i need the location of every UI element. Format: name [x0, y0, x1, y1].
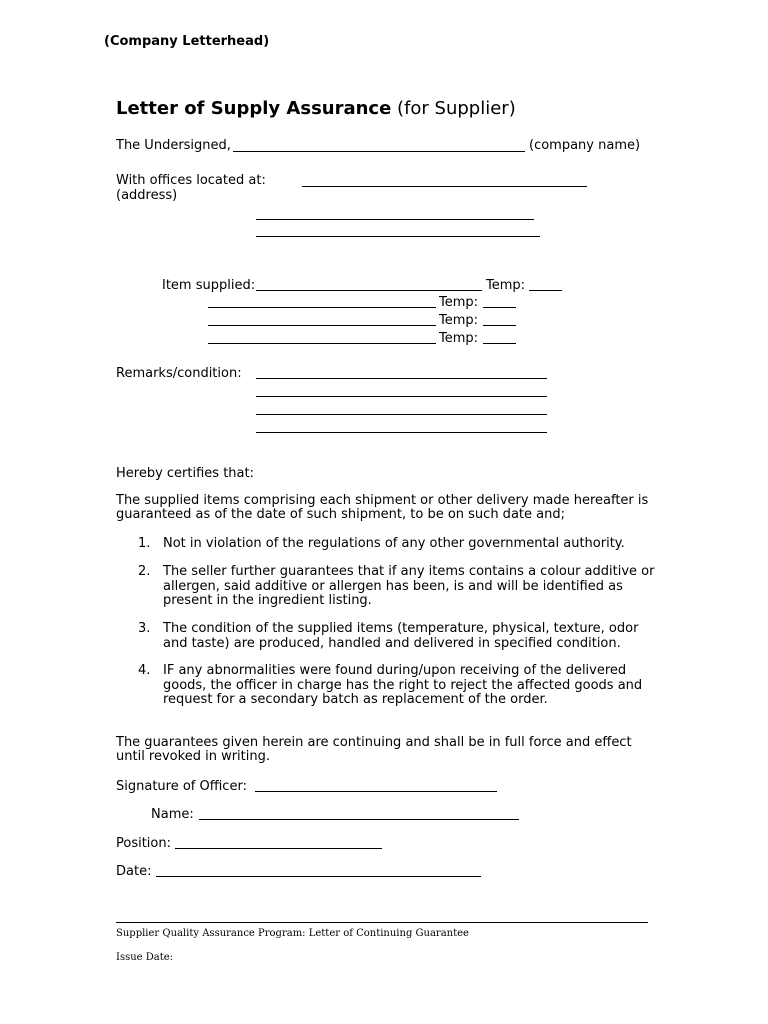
offices-label: With offices located at:	[116, 173, 266, 188]
company-name-field[interactable]	[233, 151, 525, 152]
certifies-heading: Hereby certifies that:	[116, 466, 254, 481]
list-item-number: 3.	[138, 621, 151, 636]
footer-divider	[116, 922, 648, 923]
item-field-2[interactable]	[208, 307, 436, 308]
title-main: Letter of Supply Assurance	[116, 98, 392, 119]
remarks-label: Remarks/condition:	[116, 366, 242, 381]
temp-label-1: Temp:	[486, 278, 526, 293]
title-sub: (for Supplier)	[397, 98, 516, 119]
company-letterhead: (Company Letterhead)	[104, 34, 270, 49]
footer-program: Supplier Quality Assurance Program: Letter of Continuing Guarantee	[116, 928, 469, 939]
item-field-3[interactable]	[208, 325, 436, 326]
list-item-text: IF any abnormalities were found during/upon receiving of the delivered goods, the officer in charge has the right to reject the affected goods and request for a secondary batch as replacement of the order.	[163, 663, 643, 707]
list-item-number: 2.	[138, 564, 151, 579]
name-field[interactable]	[199, 819, 519, 820]
address-field-3[interactable]	[256, 236, 540, 237]
temp-field-1[interactable]	[529, 290, 562, 291]
intro-paragraph: The supplied items comprising each shipment or other delivery made hereafter is guaranteed as of the date of such shipment, to be on such date and;	[116, 493, 649, 522]
address-field-2[interactable]	[256, 219, 534, 220]
date-field[interactable]	[156, 876, 481, 877]
address-field-1[interactable]	[302, 186, 587, 187]
temp-label-2: Temp:	[439, 295, 479, 310]
remarks-field-3[interactable]	[256, 414, 547, 415]
name-label: Name:	[151, 807, 194, 822]
position-label: Position:	[116, 836, 171, 851]
date-label: Date:	[116, 864, 152, 879]
list-item-text: The seller further guarantees that if any items contains a colour additive or allergen, said additive or allergen has been, is and will be identified as present in the ingredient listing.	[163, 564, 655, 608]
list-item-text: Not in violation of the regulations of any other governmental authority.	[163, 536, 625, 551]
company-name-hint: (company name)	[529, 138, 641, 153]
signature-field[interactable]	[255, 791, 497, 792]
temp-label-3: Temp:	[439, 313, 479, 328]
item-supplied-label: Item supplied:	[162, 278, 256, 293]
footer-issue-date: Issue Date:	[116, 952, 174, 963]
temp-field-2[interactable]	[483, 307, 516, 308]
remarks-field-2[interactable]	[256, 396, 547, 397]
temp-label-4: Temp:	[439, 331, 479, 346]
list-item-text: The condition of the supplied items (temperature, physical, texture, odor and taste) are produced, handled and delivered in specified condition.	[163, 621, 639, 651]
undersigned-label: The Undersigned,	[116, 138, 231, 153]
list-item-number: 1.	[138, 536, 151, 551]
page-title	[116, 98, 516, 119]
item-field-1[interactable]	[256, 290, 482, 291]
signature-label: Signature of Officer:	[116, 779, 247, 794]
list-item-number: 4.	[138, 663, 151, 678]
item-field-4[interactable]	[208, 343, 436, 344]
remarks-field-1[interactable]	[256, 378, 547, 379]
position-field[interactable]	[175, 848, 382, 849]
address-hint: (address)	[116, 188, 178, 203]
temp-field-4[interactable]	[483, 343, 516, 344]
temp-field-3[interactable]	[483, 325, 516, 326]
guarantee-statement: The guarantees given herein are continuing and shall be in full force and effect until revoked in writing.	[116, 735, 632, 764]
remarks-field-4[interactable]	[256, 432, 547, 433]
